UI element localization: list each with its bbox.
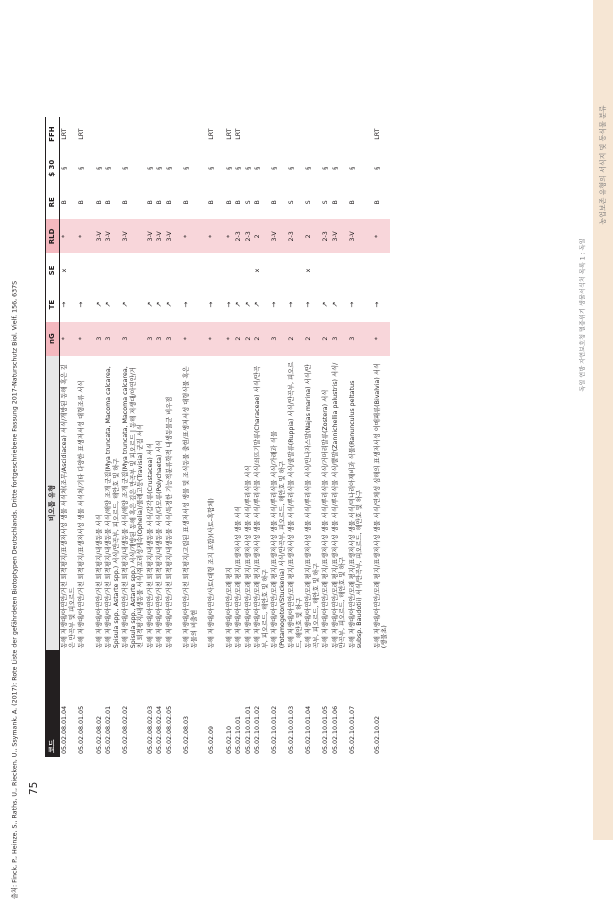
- spacer-cell: [217, 219, 225, 253]
- row-ng: 3: [155, 322, 165, 356]
- table-row: [331, 117, 348, 757]
- table-row: [244, 117, 254, 757]
- row-ng: *: [77, 322, 87, 356]
- row-code: 05.02.10: [225, 725, 233, 754]
- row-biotope-type: 동해 저생대/아연안/거친 퇴적평지/고립된 표생저서성 생물 및 조식동물 출현/표생저서성 대형식물 혹은 동물의 비출현: [183, 366, 198, 649]
- row-te: ↗: [243, 301, 252, 308]
- row-ffh: [121, 117, 146, 151]
- row-biotope-type: 동해 저생대/아연안/거친 퇴적평지/내생동물 서식: [95, 514, 103, 649]
- row-te: ↗: [253, 301, 261, 308]
- row-biotope-type: 동해 저생대/아연안/거친 퇴적평지/내생동물 서식/갑각류(Crustacea) 서식: [146, 443, 154, 649]
- row-te: ↗: [330, 301, 339, 308]
- row-se: [270, 253, 287, 287]
- row-ffh: [155, 117, 165, 151]
- row-re: S: [288, 200, 295, 205]
- row-se: [244, 253, 254, 287]
- row-se: [207, 253, 217, 287]
- row-biotope-type: 동해 저생대/아연안/모래 평지/표생저서성 생물 서식/연체성 심해의 표생저서성 이매패류(Bivalvia) 서식(생물초): [373, 363, 388, 649]
- row-te: →: [304, 301, 312, 308]
- row-ng: 3: [331, 322, 348, 356]
- spacer-cell: [365, 219, 373, 253]
- row-code: 05.02.10.01.01: [244, 705, 252, 754]
- row-code: 05.02.10.01.02: [271, 705, 278, 754]
- table-row: [155, 117, 165, 757]
- row-te: ↗: [145, 301, 154, 308]
- row-rld: 3-V: [348, 219, 365, 253]
- row-re: B: [254, 200, 261, 205]
- spacer-cell: [365, 253, 373, 287]
- row-re: B: [78, 200, 85, 205]
- row-biotope-type: 동해 저생대/아연안/거친 퇴적평지/내생동물 서식/특정한 기능적분류학적 내생동물군 비우점: [165, 396, 173, 649]
- spacer-cell: [199, 650, 207, 757]
- spacer-cell: [199, 322, 207, 356]
- row-te: →: [224, 301, 233, 308]
- row-ffh: [244, 117, 254, 151]
- row-rld: 2: [253, 219, 270, 253]
- spacer-cell: [87, 253, 95, 287]
- row-rld: *: [207, 219, 217, 253]
- table-row: [165, 117, 175, 757]
- row-biotope-type: 동해 저생대/아연안/거친 퇴적평지/내생동물 서식/해양 조개 군집(Mya truncata, Macoma calcarea, Spisula spp., Astarte spp.) 서식/개방된 동해 혹은 깊은 만곡부 및 피오르드 | 동해 저생대/아연안/거친 퇴적평지/내생동물 서식/쥐꼬리성게속(Ophelia)/물레고둥(Travisia) 군집 서식: [122, 366, 144, 649]
- row-ffh: [146, 117, 156, 151]
- row-ffh: [331, 117, 348, 151]
- table-row: [121, 117, 146, 757]
- row-s30: §: [235, 166, 242, 170]
- row-code: 05.02.09: [208, 725, 215, 754]
- table-spacer-row: [87, 117, 95, 757]
- row-code: 05.02.10.01.03: [288, 705, 295, 754]
- row-code: 05.02.08.02.05: [165, 705, 173, 754]
- row-biotope-type: 동해 저생대/아연안/모래 평지/표생저서성 생물 서식/뿌리식물 서식/거머리말류(Zostera) 서식: [322, 389, 329, 649]
- row-se: [146, 253, 156, 287]
- row-ng: *: [207, 322, 217, 356]
- row-se: [321, 253, 331, 287]
- table-row: [234, 117, 244, 757]
- row-rld: 2-3: [244, 219, 254, 253]
- spacer-cell: [87, 322, 95, 356]
- row-code: 05.02.08.02: [95, 715, 103, 754]
- running-header: [575, 0, 589, 840]
- table-row: [95, 117, 105, 757]
- spacer-cell: [365, 117, 373, 151]
- row-te: →: [372, 301, 381, 308]
- row-biotope-type: 동해 저생대/아연안/모래 평지: [225, 567, 233, 649]
- table-row: [182, 117, 199, 757]
- row-se: [121, 253, 146, 287]
- row-biotope-type: 동해 저생대/아연안/거친 퇴적평지/내생동물 서식/다모류(Polychaeta) 서식: [156, 440, 163, 649]
- spacer-cell: [87, 650, 95, 757]
- row-se: [373, 253, 390, 287]
- row-ffh: [304, 117, 321, 151]
- row-rld: 3-V: [331, 219, 348, 253]
- row-code: 05.02.08.01.04: [61, 705, 68, 754]
- table-row: [253, 117, 270, 757]
- spacer-cell: [174, 288, 182, 322]
- row-ffh: LRT: [61, 128, 68, 140]
- spacer-cell: [217, 151, 225, 185]
- spacer-cell: [365, 185, 373, 219]
- source-footnote: [7, 280, 21, 899]
- row-te: →: [270, 301, 278, 308]
- spacer-cell: [199, 117, 207, 151]
- table-row: [146, 117, 156, 757]
- row-ng: 3: [270, 322, 287, 356]
- row-rld: 2: [304, 219, 321, 253]
- row-s30: §: [305, 166, 312, 170]
- spacer-cell: [199, 356, 207, 651]
- row-ng: *: [225, 322, 235, 356]
- spacer-cell: [87, 151, 95, 185]
- row-te: →: [207, 301, 215, 308]
- row-te: ↗: [321, 301, 329, 308]
- spacer-cell: [365, 288, 373, 322]
- row-ffh: [165, 117, 175, 151]
- source-footnote-text: 출처: Finck, P., Heinze, S., Raths, U., Riecken, U., Ssymank, A. (2017): Rote Liste der gefährdeten Biotoptypen Deutschlands. Dritte fortgeschriebene Fassung 2017-Naturschutz Biol. Vielf. 156, 637S: [11, 280, 19, 899]
- row-se: [225, 253, 235, 287]
- row-re: B: [183, 200, 190, 205]
- row-ffh: LRT: [208, 128, 215, 140]
- header-te: TE: [46, 288, 60, 322]
- row-biotope-type: 동해 저생대/아연안/거친 퇴적평지/표생저서성 생물 서식처(조무/Ascidiacea) 서식/개방된 동해 혹은 깊은 만곡부 및 피오르드: [61, 364, 76, 649]
- row-re: B: [235, 200, 242, 205]
- row-te: ↗: [155, 301, 163, 308]
- row-se: [77, 253, 87, 287]
- row-ffh: LRT: [225, 128, 233, 140]
- spacer-cell: [174, 356, 182, 651]
- row-rld: *: [77, 219, 87, 253]
- row-ffh: LRT: [78, 128, 85, 140]
- row-re: B: [225, 200, 233, 205]
- row-ng: 2: [244, 322, 254, 356]
- row-se: [165, 253, 175, 287]
- row-code: 05.02.08.02.04: [156, 705, 163, 754]
- row-rld: *: [60, 219, 78, 253]
- row-s30: §: [331, 166, 339, 170]
- row-ffh: [270, 117, 287, 151]
- row-rld: 3-V: [104, 219, 121, 253]
- header-ffh: FFH: [46, 117, 60, 151]
- row-ffh: LRT: [235, 128, 242, 140]
- row-ng: 3: [348, 322, 365, 356]
- row-ffh: [287, 117, 304, 151]
- spacer-cell: [87, 219, 95, 253]
- row-ng: 3: [121, 322, 146, 356]
- spacer-cell: [199, 185, 207, 219]
- spacer-cell: [174, 253, 182, 287]
- row-s30: §: [373, 166, 381, 170]
- spacer-cell: [174, 650, 182, 757]
- row-te: →: [77, 301, 85, 308]
- side-tab: [593, 0, 613, 840]
- spacer-cell: [365, 322, 373, 356]
- row-s30: §: [208, 166, 215, 170]
- row-code: 05.02.10.01.05: [322, 705, 329, 754]
- running-header-text: 독일 연방 자연보호청 멸종위기 생물서식처 목록 1 : 독일: [579, 238, 587, 392]
- spacer-cell: [217, 117, 225, 151]
- row-te: →: [182, 301, 190, 308]
- row-code: 05.02.10.02: [373, 715, 381, 754]
- row-rld: 2-3: [321, 219, 331, 253]
- spacer-cell: [174, 219, 182, 253]
- row-rld: 3-V: [155, 219, 165, 253]
- row-re: B: [331, 200, 339, 205]
- table-spacer-row: [217, 117, 225, 757]
- row-rld: 3-V: [146, 219, 156, 253]
- row-se: [348, 253, 365, 287]
- table-row: [60, 117, 78, 757]
- row-te: →: [60, 301, 68, 308]
- row-code: 05.02.10.01.04: [305, 705, 312, 754]
- row-ng: 2: [234, 322, 244, 356]
- header-code: 코드: [46, 650, 60, 757]
- spacer-cell: [199, 151, 207, 185]
- table-row: [270, 117, 287, 757]
- table-spacer-row: [365, 117, 373, 757]
- row-re: B: [165, 200, 173, 205]
- row-biotope-type: 동해 저생대/아연안/모래 평지/표생저서성 생물 서식/뿌리식물 서식/민나자스말(Najas marina) 서식/만곡부, 피오르드, 해안호 및 하구: [305, 364, 320, 649]
- row-s30: §: [244, 166, 252, 170]
- row-ffh: [182, 117, 199, 151]
- header-se: SE: [46, 253, 60, 287]
- side-tab-label: 농업보존 유형의 서식지 및 동식물 분류: [599, 105, 607, 225]
- row-ng: 2: [287, 322, 304, 356]
- row-ng: *: [60, 322, 78, 356]
- row-re: B: [105, 200, 112, 205]
- row-ffh: [104, 117, 121, 151]
- row-s30: §: [156, 166, 163, 170]
- row-re: B: [95, 200, 103, 205]
- row-ng: *: [373, 322, 390, 356]
- row-s30: §: [95, 166, 103, 170]
- row-se: [104, 253, 121, 287]
- row-code: 05.02.08.02.01: [105, 705, 112, 754]
- row-biotope-type: 동해 저생대/아연안/모래 평지/표생저서성 생물 서식/뿌리식물 서식/뿔말(Zannichellia palustris) 서식/만곡부, 피오르드, 해안호 및 하구: [331, 362, 346, 649]
- row-biotope-type: 동해 저생대/아연안/모래 평지/표생저서성 생물 서식: [235, 506, 242, 649]
- row-rld: *: [225, 219, 235, 253]
- table-row: [304, 117, 321, 757]
- row-re: S: [244, 200, 252, 205]
- row-ffh: [348, 117, 365, 151]
- spacer-cell: [174, 151, 182, 185]
- row-biotope-type: 동해 저생대/아연안/모래 평지/표생저서성 생물 서식/뿌리식물 서식/가래과 식물(Potamogeton/Stuckenia) 서식/만곡부, 피오르드, 해안호 및 하구: [271, 431, 286, 649]
- table-body: [60, 117, 390, 757]
- table-header-row: [46, 117, 60, 757]
- row-rld: 3-V: [121, 219, 146, 253]
- row-re: B: [156, 200, 163, 205]
- row-code: 05.02.10.01: [235, 715, 242, 754]
- row-ng: 3: [104, 322, 121, 356]
- spacer-cell: [365, 356, 373, 651]
- row-te: →: [287, 301, 295, 308]
- row-code: 05.02.08.03: [183, 715, 190, 754]
- row-s30: §: [348, 166, 356, 170]
- row-ng: *: [182, 322, 199, 356]
- table-spacer-row: [174, 117, 182, 757]
- row-se: [182, 253, 199, 287]
- spacer-cell: [199, 253, 207, 287]
- spacer-cell: [87, 288, 95, 322]
- spacer-cell: [199, 288, 207, 322]
- row-ng: 2: [253, 322, 270, 356]
- row-rld: *: [182, 219, 199, 253]
- spacer-cell: [174, 322, 182, 356]
- row-re: B: [271, 200, 278, 205]
- spacer-cell: [217, 650, 225, 757]
- spacer-cell: [174, 185, 182, 219]
- row-s30: §: [146, 166, 154, 170]
- row-te: →: [347, 301, 356, 308]
- page-number: 75: [28, 781, 40, 795]
- row-ng: 3: [165, 322, 175, 356]
- row-te: ↗: [121, 301, 129, 308]
- row-rld: 3-V: [95, 219, 105, 253]
- row-rld: *: [373, 219, 390, 253]
- row-se: [287, 253, 304, 287]
- row-re: S: [305, 200, 312, 205]
- spacer-cell: [87, 356, 95, 651]
- spacer-cell: [87, 117, 95, 151]
- row-biotope-type: 동해 저생대/아연안/모래 평지/표생저서성 생물 서식/뿌리식물 서식/쇠뜨기말류(Characeae) 서식/만곡부, 피오르드, 해안호 및 하구: [254, 365, 269, 649]
- header-s30: $ 30: [46, 151, 60, 185]
- row-s30: §: [254, 166, 261, 170]
- row-te: ↗: [164, 301, 173, 308]
- row-ng: 2: [321, 322, 331, 356]
- spacer-cell: [217, 288, 225, 322]
- table-row: [207, 117, 217, 757]
- spacer-cell: [365, 650, 373, 757]
- biotope-table-page: [45, 117, 555, 757]
- table-row: [225, 117, 235, 757]
- table-row: [373, 117, 390, 757]
- row-re: B: [208, 200, 215, 205]
- row-ng: 3: [95, 322, 105, 356]
- row-re: B: [373, 200, 381, 205]
- spacer-cell: [174, 117, 182, 151]
- row-se: x: [61, 268, 68, 273]
- row-code: 05.02.10.01.02: [254, 705, 261, 754]
- table-row: [77, 117, 87, 757]
- row-biotope-type: 동해 저생대/아연안/거친 퇴적평지/표생저서성 생물 서식처/기타 다양한 표생저서성 대형조류 서식: [78, 380, 85, 649]
- row-se: [155, 253, 165, 287]
- row-te: ↗: [94, 301, 103, 308]
- spacer-cell: [199, 219, 207, 253]
- row-ng: 2: [304, 322, 321, 356]
- row-ffh: [95, 117, 105, 151]
- row-se: [331, 253, 348, 287]
- row-se: [95, 253, 105, 287]
- spacer-cell: [217, 185, 225, 219]
- header-biotope-type: 비오톱 유형: [46, 356, 60, 651]
- biotope-table: [45, 117, 390, 757]
- row-se: x: [254, 268, 261, 273]
- row-biotope-type: 동해 저생대/아연안/모래 평지/표생저서성 생물 서식/뿌리식물 서식: [244, 465, 252, 649]
- header-rld: RLD: [46, 219, 60, 253]
- row-rld: 2-3: [234, 219, 244, 253]
- row-rld: 3-V: [165, 219, 175, 253]
- row-biotope-type: 동해 저생대/아연안/사토(대형 조지 포함)(사토-혹합체): [208, 498, 215, 649]
- row-biotope-type: 동해 저생대/아연안/거친 퇴적평지/내생동물 서식/해양 조개 군집(Mya truncata, Macoma calcarea, Spisula spp., Astarte spp.) 서식/만곡부, 피오르드, 해안호 및 하구: [105, 366, 120, 649]
- header-ng: nG: [46, 322, 60, 356]
- row-code: 05.02.10.01.06: [331, 705, 339, 754]
- row-re: B: [122, 200, 129, 205]
- row-code: 05.02.08.02.02: [122, 705, 129, 754]
- row-rld: 2-3: [287, 219, 304, 253]
- row-re: S: [322, 200, 329, 205]
- row-re: B: [348, 200, 356, 205]
- header-re: RE: [46, 185, 60, 219]
- row-s30: §: [322, 166, 329, 170]
- row-re: B: [146, 200, 154, 205]
- row-ng: 3: [146, 322, 156, 356]
- row-s30: §: [271, 166, 278, 170]
- row-code: 05.02.08.02.03: [146, 705, 154, 754]
- row-s30: §: [61, 166, 68, 170]
- spacer-cell: [217, 253, 225, 287]
- spacer-cell: [217, 322, 225, 356]
- table-row: [287, 117, 304, 757]
- row-re: B: [61, 200, 68, 205]
- row-s30: §: [183, 166, 190, 170]
- row-s30: §: [165, 166, 173, 170]
- table-row: [348, 117, 365, 757]
- spacer-cell: [365, 151, 373, 185]
- row-rld: 3-V: [270, 219, 287, 253]
- spacer-cell: [87, 185, 95, 219]
- spacer-cell: [217, 356, 225, 651]
- row-s30: §: [105, 166, 112, 170]
- row-s30: §: [288, 166, 295, 170]
- row-biotope-type: 동해 저생대/아연안/모래 평지/표생저서성 생물 서식/미나리아재비과 식물(Ranunculus peltatus subsp. Baudotii) 서식/만곡부, 피오르드, 해안호 및 하구: [348, 380, 363, 649]
- row-code: 05.02.10.01.07: [348, 705, 356, 754]
- row-biotope-type: 동해 저생대/아연안/모래 평지/표생저서성 생물 서식/뿌리식물 서식/줄말류(Ruppia) 서식/만곡부, 피오르드, 해안호 및 하구: [288, 361, 303, 649]
- row-s30: §: [78, 166, 85, 170]
- row-code: 05.02.08.01.05: [78, 705, 85, 754]
- row-s30: §: [225, 166, 233, 170]
- row-ffh: [321, 117, 331, 151]
- table-row: [321, 117, 331, 757]
- row-s30: §: [122, 166, 129, 170]
- row-te: ↗: [234, 301, 242, 308]
- table-row: [104, 117, 121, 757]
- row-ffh: [253, 117, 270, 151]
- table-spacer-row: [199, 117, 207, 757]
- row-se: [234, 253, 244, 287]
- row-ffh: LRT: [373, 128, 381, 140]
- row-se: x: [305, 268, 312, 273]
- row-te: ↗: [104, 301, 112, 308]
